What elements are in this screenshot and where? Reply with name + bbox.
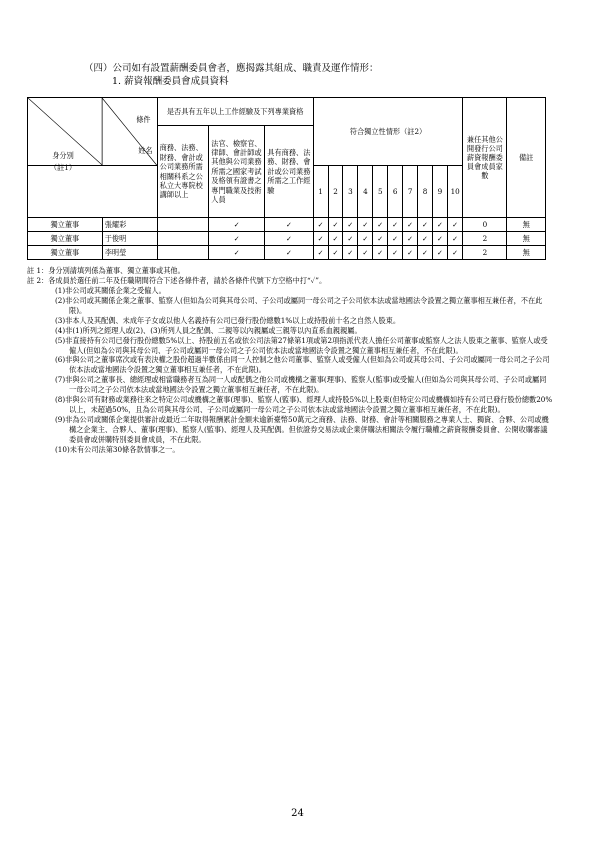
note-item: (10)未有公司法第30條各款情事之一。 — [55, 444, 180, 454]
row-indep-check: ✓ — [358, 232, 373, 246]
concurrent-count-header: 兼任其他公開發行公司薪資報酬委員會成員家數 — [463, 98, 507, 218]
row-indep-check: ✓ — [433, 246, 448, 260]
row-indep-check: ✓ — [418, 232, 433, 246]
page-number: 24 — [291, 808, 304, 819]
note-item: (1)非公司或其關係企業之受僱人。 — [55, 285, 166, 295]
row-indep-check: ✓ — [343, 246, 358, 260]
row-indep-check: ✓ — [313, 246, 328, 260]
note-item: (3)非本人及其配偶、未成年子女或以他人名義持有公司已發行股份總數1%以上或持股前十名之自然人股東。 — [55, 315, 401, 325]
note-1: 註 1：身分別請填列係為董事、獨立董事或其他。 — [27, 266, 185, 275]
note-item: (4)非(1)所列之經理人或(2)、(3)所列人員之配偶、二親等以內親屬或三親等以內直系血親親屬。 — [55, 325, 362, 335]
row-remark: 無 — [507, 218, 546, 232]
row-count: 2 — [463, 246, 507, 260]
row-indep-check: ✓ — [433, 232, 448, 246]
row-qual: ✓ — [265, 246, 313, 260]
row-name: 李明瑩 — [102, 246, 157, 260]
row-indep-check: ✓ — [358, 218, 373, 232]
row-name: 于俊明 — [102, 232, 157, 246]
indep-col-2: 2 — [328, 166, 343, 218]
indep-col-3: 3 — [343, 166, 358, 218]
independence-header: 符合獨立性情形（註2） — [313, 98, 463, 166]
condition-label: 條件 — [136, 115, 151, 124]
table-row — [28, 246, 546, 260]
table-row — [28, 218, 546, 232]
note-item: (7)非與公司之董事長、總經理或相當職務者互為同一人或配偶之他公司或機構之董事(理事)、監察人(監事)或受僱人(但如為公司與其母公司、子公司或屬同一母公司之子公司依本法或當地國法令設置之獨立董事相互兼任者，不在此限)。 — [55, 375, 547, 395]
row-qual: ✓ — [209, 246, 265, 260]
row-indep-check: ✓ — [388, 232, 403, 246]
row-count: 0 — [463, 218, 507, 232]
row-indep-check: ✓ — [418, 218, 433, 232]
row-qual: ✓ — [265, 232, 313, 246]
indep-col-8: 8 — [418, 166, 433, 218]
row-indep-check: ✓ — [403, 232, 418, 246]
row-qual: ✓ — [209, 232, 265, 246]
note-item: (2)非公司或其關係企業之董事、監察人(但如為公司與其母公司、子公司或屬同一母公司之子公司依本法或當地國法令設置之獨立董事相互兼任者，不在此限)。 — [55, 295, 543, 315]
qualification-header: 是否具有五年以上工作經驗及下列專業資格 — [157, 98, 313, 126]
row-indep-check: ✓ — [388, 246, 403, 260]
table-row — [28, 232, 546, 246]
indep-col-7: 7 — [403, 166, 418, 218]
row-qual: ✓ — [265, 218, 313, 232]
qual-col-licensed: 法官、檢察官、律師、會計師或其他與公司業務所需之國家考試及格領有證書之專門職業及技術人員 — [209, 126, 265, 218]
row-identity: 獨立董事 — [28, 246, 103, 260]
indep-col-4: 4 — [358, 166, 373, 218]
note-item: (8)非與公司有財務或業務往來之特定公司或機構之董事(理事)、監察人(監事)、經理人或持股5%以上股東(但特定公司或機構如持有公司已發行股份總數20%以上，未超過50%，且為公司與其母公司、子公司或屬同一母公司之子公司依本法或當地國法令設置之獨立董事相互兼任者，不在此限)。 — [55, 395, 553, 415]
corner-header-cell — [28, 98, 158, 172]
indep-col-1: 1 — [313, 166, 328, 218]
row-identity: 獨立董事 — [28, 218, 103, 232]
row-qual — [157, 246, 209, 260]
row-indep-check: ✓ — [447, 232, 463, 246]
row-indep-check: ✓ — [328, 218, 343, 232]
corner-lower-spacer — [28, 166, 158, 218]
indep-col-10: 10 — [447, 166, 463, 218]
row-indep-check: ✓ — [328, 232, 343, 246]
row-indep-check: ✓ — [447, 218, 463, 232]
row-qual — [157, 218, 209, 232]
name-label: 姓名 — [138, 146, 153, 155]
row-indep-check: ✓ — [388, 218, 403, 232]
row-indep-check: ✓ — [373, 246, 388, 260]
row-name: 張耀彩 — [102, 218, 157, 232]
row-indep-check: ✓ — [373, 232, 388, 246]
row-indep-check: ✓ — [313, 218, 328, 232]
section-heading: （四）公司如有設置薪酬委員會者，應揭露其組成、職責及運作情形： — [84, 63, 379, 74]
row-indep-check: ✓ — [418, 246, 433, 260]
row-indep-check: ✓ — [343, 218, 358, 232]
notes-section — [27, 266, 553, 455]
row-count: 2 — [463, 232, 507, 246]
indep-col-5: 5 — [373, 166, 388, 218]
row-qual: ✓ — [209, 218, 265, 232]
row-remark: 無 — [507, 232, 546, 246]
row-remark: 無 — [507, 246, 546, 260]
note-item: (5)非直接持有公司已發行股份總數5%以上、持股前五名或依公司法第27條第1項或第2項指派代表人擔任公司董事或監察人之法人股東之董事、監察人或受僱人(但如為公司與其母公司、子公司或屬同一母公司之子公司依本法或當地國法令設置之獨立董事相互兼任者，不在此限)。 — [55, 335, 548, 355]
remark-header: 備註 — [507, 98, 546, 218]
indep-col-6: 6 — [388, 166, 403, 218]
row-indep-check: ✓ — [447, 246, 463, 260]
subsection-heading: 1. 薪資報酬委員會成員資料 — [112, 76, 229, 87]
committee-members-table — [27, 97, 546, 260]
row-indep-check: ✓ — [343, 232, 358, 246]
note-item: (9)非為公司或關係企業提供審計或最近二年取得報酬累計金額未逾新臺幣50萬元之商務、法務、財務、會計等相關服務之專業人士、獨資、合夥、公司或機構之企業主、合夥人、董事(理事)、監察人(監事)、經理人及其配偶。但依證券交易法或企業併購法相關法令履行職權之薪資報酬委員會、公開收購審議委員會或併購特別委員會成員，不在此限。 — [55, 415, 549, 444]
note-2: 註 2：各成員於選任前二年及任職期間符合下述各條件者，請於各條件代號下方空格中打“✓”。 — [27, 275, 327, 285]
row-indep-check: ✓ — [373, 218, 388, 232]
row-indep-check: ✓ — [328, 246, 343, 260]
qual-col-experience: 具有商務、法務、財務、會計或公司業務所需之工作經驗 — [265, 126, 313, 218]
qual-col-academic: 商務、法務、財務、會計或公司業務所需相關科系之公私立大專院校講師以上 — [157, 126, 209, 218]
row-identity: 獨立董事 — [28, 232, 103, 246]
row-indep-check: ✓ — [403, 246, 418, 260]
row-indep-check: ✓ — [403, 218, 418, 232]
row-indep-check: ✓ — [358, 246, 373, 260]
identity-label-block — [34, 150, 92, 173]
note-item: (6)非與公司之董事席次或有表決權之股份超過半數係由同一人控制之他公司董事、監察人或受僱人(但如為公司或其母公司、子公司或屬同一母公司之子公司依本法或當地國法令設置之獨立董事相互兼任者，不在此限)。 — [55, 355, 550, 375]
identity-label: 身分別 — [52, 151, 74, 160]
row-qual — [157, 232, 209, 246]
row-indep-check: ✓ — [313, 232, 328, 246]
row-indep-check: ✓ — [433, 218, 448, 232]
indep-col-9: 9 — [433, 166, 448, 218]
identity-note-ref: （註1） — [49, 162, 77, 172]
